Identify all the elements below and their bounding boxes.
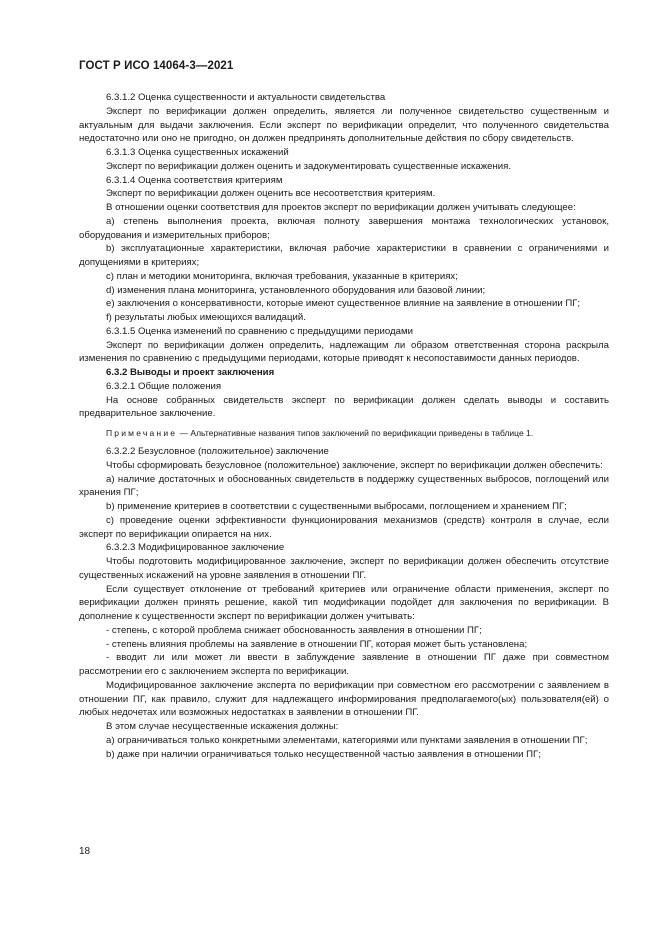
list-item: f) результаты любых имеющихся валидаций. <box>106 312 306 323</box>
paragraph: Если существует отклонение от требований критериев или ограничение области применения, эксперт по верификации должен принять решение, какой тип модификации подойдет для заключения по верификации. В дополнение к существенности эксперт по верификации должен учитывать: <box>79 583 609 622</box>
list-item: b) эксплуатационные характеристики, включая рабочие характеристики в сравнении с ограничениями и допущениями в критериях; <box>79 243 609 268</box>
list-item: c) план и методики мониторинга, включая требования, указанные в критериях; <box>106 270 458 282</box>
paragraph: В этом случае несущественные искажения должны: <box>106 721 339 732</box>
page-number: 18 <box>79 846 91 857</box>
standard-header: ГОСТ Р ИСО 14064-3—2021 <box>79 60 234 72</box>
note-label: Примечание <box>106 428 178 438</box>
dash-item: - степень влияния проблемы на заявление в отношении ПГ, которая может быть установлена; <box>106 638 528 650</box>
paragraph: В отношении оценки соответствия для проектов эксперт по верификации должен учитывать следующее: <box>106 202 576 213</box>
paragraph: 6.3.2.2 Безусловное (положительное) заключение <box>106 446 329 457</box>
paragraph: 6.3.2.3 Модифицированное заключение <box>106 542 285 554</box>
paragraph: 6.3.2.1 Общие положения <box>106 380 222 392</box>
note <box>79 427 609 439</box>
paragraph: Чтобы подготовить модифицированное заключение, эксперт по верификации должен обеспечить отсутствие существенных искажений на уровне заявления в отношении ПГ. <box>79 556 609 581</box>
list-item: d) изменения плана мониторинга, установленного оборудования или базовой линии; <box>106 284 486 296</box>
dash-item: - степень, с которой проблема снижает обоснованность заявления в отношении ПГ; <box>106 624 482 636</box>
paragraph: 6.3.1.5 Оценка изменений по сравнению с предыдущими периодами <box>106 325 413 337</box>
note-text: — Альтернативные названия типов заключений по верификации приведены в таблице 1. <box>177 428 534 438</box>
list-item: e) заключения о консервативности, которые имеют существенное влияние на заявление в отношении ПГ; <box>106 298 581 310</box>
paragraph: Эксперт по верификации должен определить, надлежащим ли образом ответственная сторона раскрыла изменения по сравнению с предыдущими периодами, которые приводят к несопоставимости данных периодов. <box>79 339 609 365</box>
paragraph: 6.3.1.2 Оценка существенности и актуальности свидетельства <box>106 92 386 103</box>
list-item: b) даже при наличии ограничиваться только несущественной частью заявления в отношении ПГ; <box>106 748 541 760</box>
list-item: c) проведение оценки эффективности функционирования механизмов (средств) контроля в случае, если эксперт по верификации опирается на них. <box>79 514 609 540</box>
list-item: а) степень выполнения проекта, включая полноту завершения монтажа технологических установок, оборудования и измерительных приборов; <box>79 215 609 241</box>
paragraph: Модифицированное заключение эксперта по верификации при совместном его рассмотрении с заявлением в отношении ПГ, как правило, служит для надлежащего информирования предполагаемого(ых) пользователя(ей) о любых недочетах или возможных недостатках в заявлении в отношении ПГ. <box>79 679 609 719</box>
paragraph: Чтобы сформировать безусловное (положительное) заключение, эксперт по верификации должен обеспечить: <box>106 459 603 471</box>
paragraph: Эксперт по верификации должен определить, является ли полученное свидетельство существенным и актуальным для выдачи заключения. Если эксперт по верификации определит, что полученного свидетельства недостаточно или оно не пригодно, он должен предпринять дополнительные действия по сбору свидетельств. <box>79 105 609 145</box>
paragraph: На основе собранных свидетельств эксперт по верификации должен сделать выводы и составить предварительное заключение. <box>79 394 609 420</box>
section-heading: 6.3.2 Выводы и проект заключения <box>106 367 275 378</box>
paragraph: 6.3.1.3 Оценка существенных искажений <box>106 147 289 158</box>
paragraph: Эксперт по верификации должен оценить и задокументировать существенные искажения. <box>106 160 512 172</box>
paragraph: Эксперт по верификации должен оценить все несоответствия критериям. <box>106 188 436 200</box>
list-item: а) наличие достаточных и обоснованных свидетельств в поддержку существенных выбросов, поглощений или хранения ПГ; <box>79 473 609 499</box>
list-item: b) применение критериев в соответствии с существенными выбросами, поглощением и хранением ПГ; <box>106 501 567 512</box>
body-text <box>79 91 609 761</box>
paragraph: 6.3.1.4 Оценка соответствия критериям <box>106 174 283 186</box>
dash-item: - вводит ли или может ли ввести в заблуждение заявление в отношении ПГ даже при совместном рассмотрении его с заключением эксперта по верификации. <box>79 652 609 677</box>
list-item: а) ограничиваться только конкретными элементами, категориями или пунктами заявления в отношении ПГ; <box>106 734 588 746</box>
